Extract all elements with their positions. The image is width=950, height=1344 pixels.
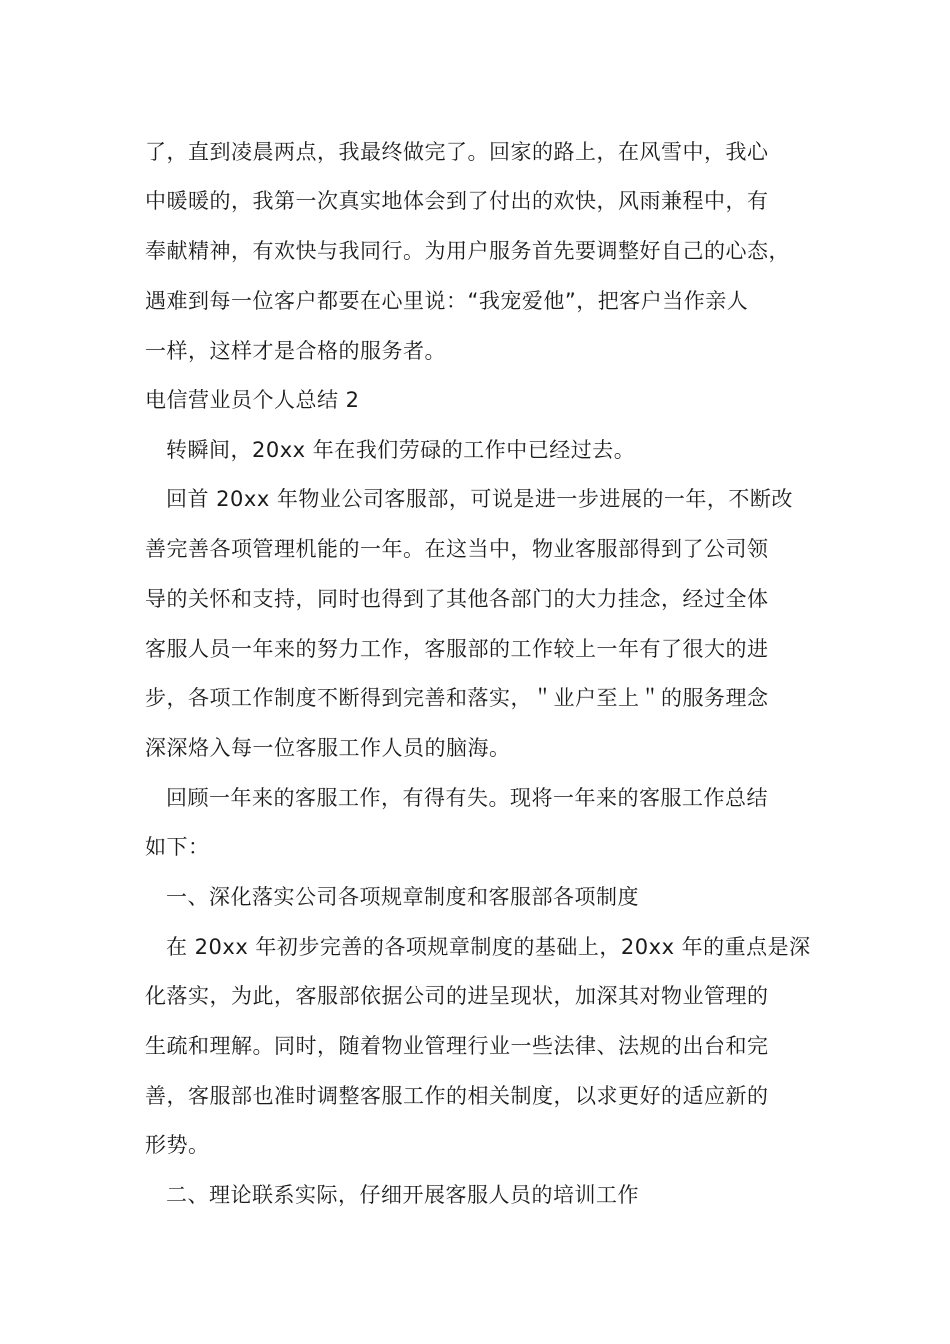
body-text-line: 生疏和理解。同时，随着物业管理行业一些法律、法规的出台和完 <box>145 1034 769 1058</box>
body-text-line: 回顾一年来的客服工作，有得有失。现将一年来的客服工作总结 <box>166 786 768 810</box>
body-text-line: 奉献精神，有欢快与我同行。为用户服务首先要调整好自己的心态， <box>145 239 790 263</box>
body-text-line: 遇难到每一位客户都要在心里说：“我宠爱他”，把客户当作亲人 <box>145 289 749 313</box>
body-text-line: 深深烙入每一位客服工作人员的脑海。 <box>145 736 511 760</box>
subsection-heading: 二、理论联系实际，仔细开展客服人员的培训工作 <box>166 1183 639 1207</box>
body-text-line: 化落实，为此，客服部依据公司的进呈现状，加深其对物业管理的 <box>145 984 769 1008</box>
body-text-line: 了，直到凌晨两点，我最终做完了。回家的路上，在风雪中，我心 <box>145 140 769 164</box>
body-text-line: 转瞬间，20xx 年在我们劳碌的工作中已经过去。 <box>166 438 636 462</box>
body-text-line: 在 20xx 年初步完善的各项规章制度的基础上，20xx 年的重点是深 <box>166 935 811 959</box>
body-text-line: 回首 20xx 年物业公司客服部，可说是进一步进展的一年，不断改 <box>166 487 793 511</box>
body-text-line: 善，客服部也准时调整客服工作的相关制度，以求更好的适应新的 <box>145 1084 769 1108</box>
body-text-line: 客服人员一年来的努力工作，客服部的工作较上一年有了很大的进 <box>145 637 769 661</box>
body-text-line: 善完善各项管理机能的一年。在这当中，物业客服部得到了公司领 <box>145 537 769 561</box>
body-text-line: 步，各项工作制度不断得到完善和落实，＂业户至上＂的服务理念 <box>145 686 769 710</box>
body-text-line: 如下： <box>145 835 210 859</box>
body-text-line: 导的关怀和支持，同时也得到了其他各部门的大力挂念，经过全体 <box>145 587 769 611</box>
section-heading: 电信营业员个人总结 2 <box>145 388 360 412</box>
body-text-line: 一样，这样才是合格的服务者。 <box>145 339 446 363</box>
body-text-line: 形势。 <box>145 1133 210 1157</box>
subsection-heading: 一、深化落实公司各项规章制度和客服部各项制度 <box>166 885 639 909</box>
body-text-line: 中暖暖的，我第一次真实地体会到了付出的欢快，风雨兼程中，有 <box>145 189 769 213</box>
